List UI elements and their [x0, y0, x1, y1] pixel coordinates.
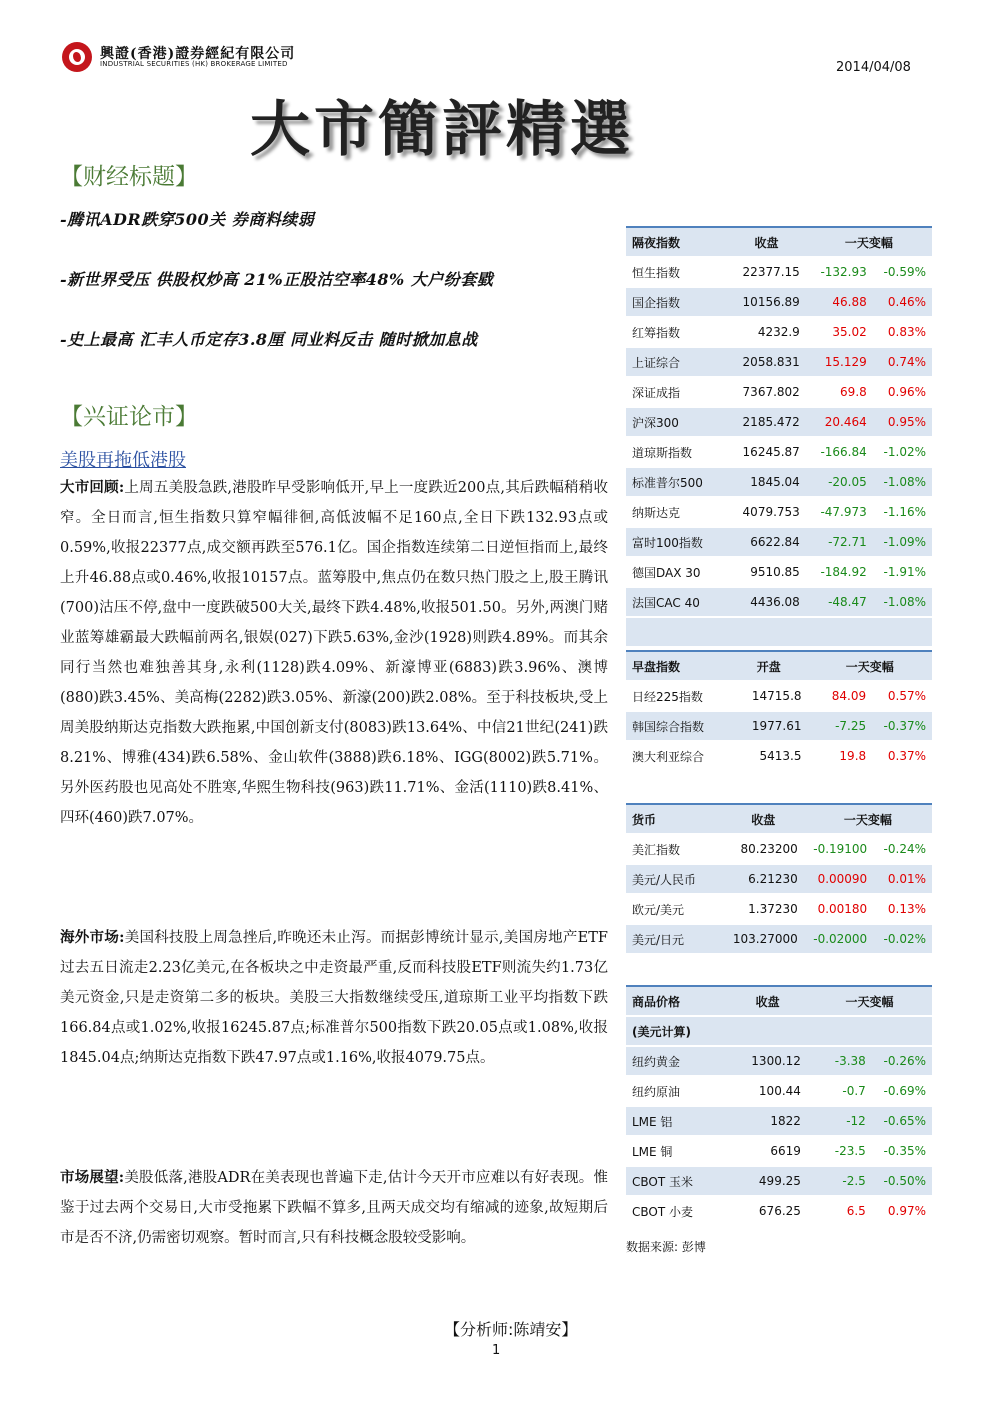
row-change-pct: -1.16%	[873, 497, 932, 527]
row-change: -132.93	[806, 257, 873, 287]
company-name-cn: 興證(香港)證券經紀有限公司	[100, 46, 296, 62]
row-change-pct: 0.37%	[872, 741, 932, 771]
row-change-pct: -0.02%	[873, 924, 932, 954]
market-review-label: 大市回顾:	[60, 479, 125, 496]
row-close: 1300.12	[728, 1046, 807, 1076]
headline-3: -史上最高 汇丰人币定存3.8厘 同业料反击 随时掀加息战	[60, 330, 478, 349]
row-name: 纳斯达克	[626, 497, 727, 527]
table-row	[626, 257, 932, 287]
row-change-pct: -0.35%	[872, 1136, 932, 1166]
row-change: -3.38	[807, 1046, 872, 1076]
row-close: 80.23200	[723, 834, 804, 864]
row-change-pct: -0.69%	[872, 1076, 932, 1106]
row-name: 韩国综合指数	[626, 711, 730, 741]
row-change-pct: -1.08%	[873, 587, 932, 617]
row-change-pct: 0.97%	[872, 1196, 932, 1226]
header-name: 早盘指数	[626, 651, 730, 681]
table-row	[626, 1046, 932, 1076]
row-change: -0.7	[807, 1076, 872, 1106]
row-close: 1822	[728, 1106, 807, 1136]
table-row	[626, 1076, 932, 1106]
row-name: 沪深300	[626, 407, 727, 437]
row-change: 15.129	[806, 347, 873, 377]
table-row	[626, 864, 932, 894]
row-change: 19.8	[808, 741, 873, 771]
row-name: 道琼斯指数	[626, 437, 727, 467]
row-close: 1845.04	[727, 467, 806, 497]
row-change-pct: -0.37%	[872, 711, 932, 741]
row-change: -0.19100	[804, 834, 873, 864]
currency-table	[626, 803, 932, 955]
row-change-pct: -0.26%	[872, 1046, 932, 1076]
row-close: 6622.84	[727, 527, 806, 557]
row-change-pct: -1.91%	[873, 557, 932, 587]
row-change: 84.09	[808, 681, 873, 711]
table-header-row	[626, 651, 932, 681]
row-close: 2058.831	[727, 347, 806, 377]
headline-2: -新世界受压 供股权炒高 21%正股沽空率48% 大户纷套戥	[60, 270, 494, 289]
header-blank	[728, 1016, 932, 1046]
table-row	[626, 347, 932, 377]
table-row	[626, 711, 932, 741]
market-outlook-text: 美股低落,港股ADR在美表现也普遍下走,估计今天开市应难以有好表现。惟鉴于过去两个交易日,大市受拖累下跌幅不算多,且两天成交均有缩减的迹象,故短期后市是否不济,仍需密切观察。暂时而言,只有科技概念股较受影响。	[60, 1170, 608, 1246]
header-close: 收盘	[723, 804, 804, 834]
row-name: CBOT 玉米	[626, 1166, 728, 1196]
header-change: 一天变幅	[807, 986, 932, 1016]
row-close: 14715.8	[730, 681, 808, 711]
row-change: -166.84	[806, 437, 873, 467]
table-row	[626, 894, 932, 924]
row-change-pct: -1.08%	[873, 467, 932, 497]
row-change-pct: -1.02%	[873, 437, 932, 467]
row-close: 6.21230	[723, 864, 804, 894]
report-title: 大市簡評精選	[250, 95, 634, 165]
table-header-sub-row	[626, 1016, 932, 1046]
row-close: 6619	[728, 1136, 807, 1166]
row-name: 深证成指	[626, 377, 727, 407]
table-row	[626, 377, 932, 407]
row-name: CBOT 小麦	[626, 1196, 728, 1226]
headline-1: -腾讯ADR跌穿500关 券商料续弱	[60, 210, 315, 229]
table-row	[626, 467, 932, 497]
row-close: 4232.9	[727, 317, 806, 347]
analyst-name: 【分析师:陈靖安】	[444, 1320, 578, 1339]
header-change: 一天变幅	[804, 804, 932, 834]
report-date: 2014/04/08	[836, 60, 911, 75]
row-change: 0.00090	[804, 864, 873, 894]
row-name: 美汇指数	[626, 834, 723, 864]
row-change: -47.973	[806, 497, 873, 527]
row-close: 10156.89	[727, 287, 806, 317]
row-change: -20.05	[806, 467, 873, 497]
row-change: 35.02	[806, 317, 873, 347]
row-close: 1.37230	[723, 894, 804, 924]
table-row	[626, 924, 932, 954]
row-close: 2185.472	[727, 407, 806, 437]
row-change: -72.71	[806, 527, 873, 557]
row-name: 欧元/美元	[626, 894, 723, 924]
commentary-subtitle: 美股再拖低港股	[60, 450, 186, 471]
row-change-pct: 0.95%	[873, 407, 932, 437]
row-change-pct: 0.96%	[873, 377, 932, 407]
table-row	[626, 834, 932, 864]
header-subtitle: (美元计算)	[626, 1016, 728, 1046]
row-change: 0.00180	[804, 894, 873, 924]
row-close: 22377.15	[727, 257, 806, 287]
table-row	[626, 407, 932, 437]
table-header-row	[626, 986, 932, 1016]
morning-index-table	[626, 650, 932, 772]
table-row	[626, 317, 932, 347]
row-change-pct: 0.57%	[872, 681, 932, 711]
row-close: 100.44	[728, 1076, 807, 1106]
row-name: 纽约原油	[626, 1076, 728, 1106]
row-change-pct: 0.13%	[873, 894, 932, 924]
row-close: 499.25	[728, 1166, 807, 1196]
row-change-pct: 0.01%	[873, 864, 932, 894]
row-change-pct: 0.74%	[873, 347, 932, 377]
header-name: 货币	[626, 804, 723, 834]
row-name: 澳大利亚综合	[626, 741, 730, 771]
commentary-title: 【兴证论市】	[60, 404, 198, 430]
row-name: 美元/人民币	[626, 864, 723, 894]
row-name: 德国DAX 30	[626, 557, 727, 587]
table-header-row	[626, 227, 932, 257]
market-review-paragraph	[60, 473, 608, 833]
row-change-pct: 0.46%	[873, 287, 932, 317]
row-change-pct: 0.83%	[873, 317, 932, 347]
row-change: -23.5	[807, 1136, 872, 1166]
header-change: 一天变幅	[806, 227, 932, 257]
company-logo	[62, 42, 362, 72]
header-name: 隔夜指数	[626, 227, 727, 257]
table-row	[626, 1106, 932, 1136]
company-name-en: INDUSTRIAL SECURITIES (HK) BROKERAGE LIMITED	[100, 60, 288, 68]
company-logo-icon	[62, 42, 92, 72]
row-name: 法国CAC 40	[626, 587, 727, 617]
row-name: 日经225指数	[626, 681, 730, 711]
row-change: -48.47	[806, 587, 873, 617]
table-row	[626, 1166, 932, 1196]
page-number: 1	[492, 1343, 501, 1358]
table-header-row	[626, 804, 932, 834]
row-name: 红筹指数	[626, 317, 727, 347]
data-source-note: 数据来源: 彭博	[626, 1240, 706, 1254]
row-change-pct: -0.65%	[872, 1106, 932, 1136]
table-row	[626, 681, 932, 711]
header-close: 收盘	[727, 227, 806, 257]
row-name: 纽约黄金	[626, 1046, 728, 1076]
market-outlook-paragraph	[60, 1163, 608, 1253]
row-change: 6.5	[807, 1196, 872, 1226]
row-close: 7367.802	[727, 377, 806, 407]
row-name: 上证综合	[626, 347, 727, 377]
row-change: -184.92	[806, 557, 873, 587]
row-change: -0.02000	[804, 924, 873, 954]
header-close: 开盘	[730, 651, 808, 681]
table-row	[626, 1136, 932, 1166]
table-row	[626, 557, 932, 587]
overnight-index-table	[626, 226, 932, 648]
market-review-text: 上周五美股急跌,港股昨早受影响低开,早上一度跌近200点,其后跌幅稍稍收窄。全日而言,恒生指数只算窄幅徘徊,高低波幅不足160点,全日下跌132.93点或0.59%,收报22377点,成交额再跌至576.1亿。国企指数连续第二日逆恒指而上,最终上升46.88点或0.46%,收报10157点。蓝筹股中,焦点仍在数只热门股之上,股王腾讯(700)沽压不停,盘中一度跌破500大关,最终下跌4.48%,收报501.50。另外,两澳门赌业蓝筹雄霸最大跌幅前两名,银娱(027)下跌5.63%,金沙(1928)则跌4.89%。而其余同行当然也难独善其身,永利(1128)跌4.09%、新濠博亚(6883)跌3.96%、澳博(880)跌3.45%、美高梅(2282)跌3.05%、新濠(200)跌2.08%。至于科技板块,受上周美股纳斯达克指数大跌拖累,中国创新支付(8083)跌13.64%、中信21世纪(241)跌8.21%、博雅(434)跌6.58%、金山软件(3888)跌6.18%、IGG(8002)跌5.71%。另外医药股也见高处不胜寒,华熙生物科技(963)跌11.71%、金活(1110)跌8.41%、四环(460)跌7.07%。	[60, 480, 608, 826]
table-row	[626, 587, 932, 617]
row-name: 标准普尔500	[626, 467, 727, 497]
table-blank-row	[626, 617, 932, 647]
commodity-table	[626, 985, 932, 1227]
row-change-pct: -0.59%	[873, 257, 932, 287]
header-close: 收盘	[728, 986, 807, 1016]
table-row	[626, 497, 932, 527]
row-change-pct: -0.24%	[873, 834, 932, 864]
overseas-market-text: 美国科技股上周急挫后,昨晚还未止泻。而据彭博统计显示,美国房地产ETF过去五日流走2.23亿美元,在各板块之中走资最严重,反而科技股ETF则流失约1.73亿美元资金,只是走资第二多的板块。美股三大指数继续受压,道琼斯工业平均指数下跌166.84点或1.02%,收报16245.87点;标准普尔500指数下跌20.05点或1.08%,收报1845.04点;纳斯达克指数下跌47.97点或1.16%,收报4079.75点。	[60, 930, 608, 1066]
row-change: -12	[807, 1106, 872, 1136]
table-row	[626, 287, 932, 317]
row-close: 16245.87	[727, 437, 806, 467]
market-outlook-label: 市场展望:	[60, 1169, 125, 1186]
row-name: 恒生指数	[626, 257, 727, 287]
table-row	[626, 741, 932, 771]
row-name: LME 铝	[626, 1106, 728, 1136]
row-close: 4436.08	[727, 587, 806, 617]
row-change-pct: -0.50%	[872, 1166, 932, 1196]
row-change: -2.5	[807, 1166, 872, 1196]
table-row	[626, 1196, 932, 1226]
overseas-market-label: 海外市场:	[60, 929, 125, 946]
row-close: 5413.5	[730, 741, 808, 771]
row-name: LME 铜	[626, 1136, 728, 1166]
finance-headlines-title: 【财经标题】	[60, 164, 198, 190]
row-close: 4079.753	[727, 497, 806, 527]
blank-cell	[626, 617, 932, 647]
row-name: 国企指数	[626, 287, 727, 317]
row-change: 69.8	[806, 377, 873, 407]
row-name: 美元/日元	[626, 924, 723, 954]
row-name: 富时100指数	[626, 527, 727, 557]
row-close: 1977.61	[730, 711, 808, 741]
row-change: 20.464	[806, 407, 873, 437]
row-close: 9510.85	[727, 557, 806, 587]
row-change-pct: -1.09%	[873, 527, 932, 557]
table-row	[626, 437, 932, 467]
header-change: 一天变幅	[808, 651, 932, 681]
overseas-market-paragraph	[60, 923, 608, 1073]
table-row	[626, 527, 932, 557]
row-change: 46.88	[806, 287, 873, 317]
row-close: 103.27000	[723, 924, 804, 954]
row-change: -7.25	[808, 711, 873, 741]
header-name: 商品价格	[626, 986, 728, 1016]
row-close: 676.25	[728, 1196, 807, 1226]
